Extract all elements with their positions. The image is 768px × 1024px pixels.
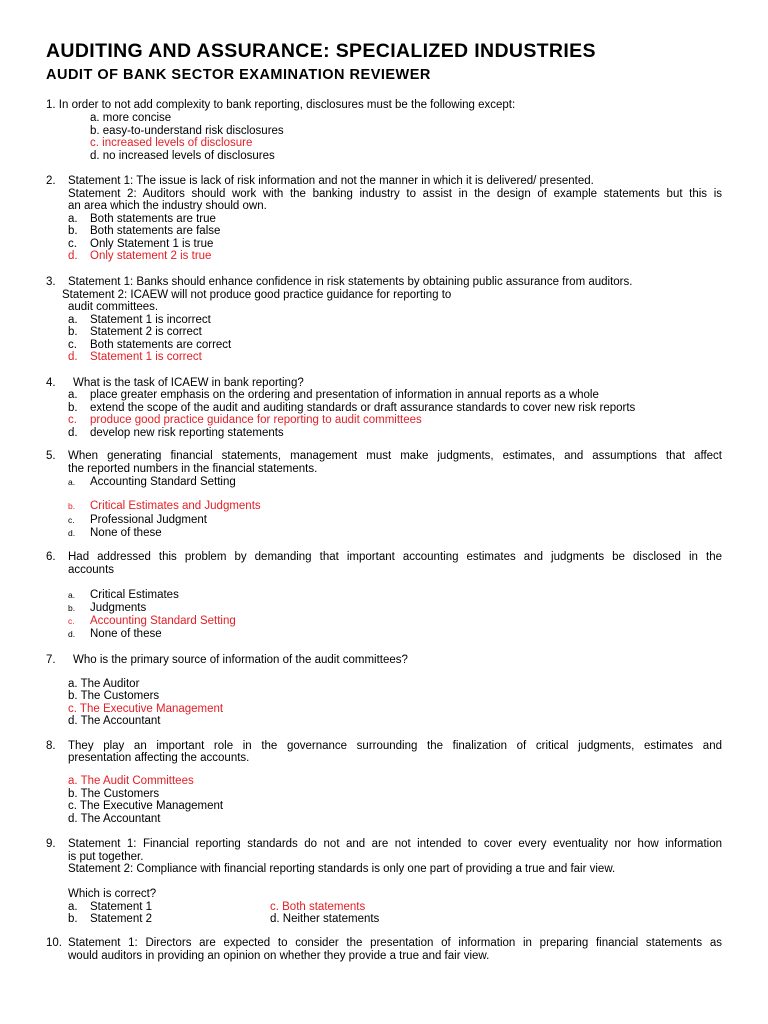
document-title: AUDITING AND ASSURANCE: SPECIALIZED INDUSTRIES [46,40,596,62]
q5-option-d: None of these [90,527,162,539]
q6-option-d: None of these [90,628,162,640]
q9-text-line-1: Statement 1: Financial reporting standards do not and are not intended to cover every eventuality nor how information [68,838,722,850]
q6-letter-c: c. [68,616,75,626]
q8-option-b: b. The Customers [68,788,160,800]
question-1-text: 1. In order to not add complexity to bank reporting, disclosures must be the following except: [46,99,516,111]
q5-text-line-1: When generating financial statements, management must make judgments, estimates, and assumptions that affect [68,450,722,462]
q3-number: 3. [46,276,56,288]
q4-option-d: develop new risk reporting statements [90,427,284,439]
q9-letter-b: b. [68,913,78,925]
q10-number: 10. [46,937,62,949]
q6-number: 6. [46,551,56,563]
q5-letter-d: d. [68,528,76,538]
q6-option-b: Judgments [90,602,147,614]
q7-option-c-answer: c. The Executive Management [68,703,224,715]
q10-text-line-1: Statement 1: Directors are expected to consider the presentation of information in preparing financial statements as [68,937,722,949]
q9-prompt: Which is correct? [68,888,157,900]
q3-statement-2-line-1: Statement 2: ICAEW will not produce good practice guidance for reporting to [62,289,452,301]
q2-letter-c: c. [68,238,77,250]
q5-option-a: Accounting Standard Setting [90,476,236,488]
q9-option-b: Statement 2 [90,913,153,925]
q4-letter-b: b. [68,402,78,414]
q5-letter-a: a. [68,477,76,487]
q6-option-c-answer: Accounting Standard Setting [90,615,236,627]
q9-option-d: d. Neither statements [270,913,380,925]
q1-option-d: d. no increased levels of disclosures [90,150,275,162]
q5-letter-c: c. [68,515,75,525]
q6-letter-d: d. [68,629,76,639]
q6-text-line-1: Had addressed this problem by demanding that important accounting estimates and judgments be disclosed in the [68,551,722,563]
q3-option-a: Statement 1 is incorrect [90,314,211,326]
q1-option-a: a. more concise [90,112,172,124]
q3-letter-c: c. [68,339,77,351]
q8-text-line-1: They play an important role in the governance surrounding the finalization of critical judgments, estimates and [68,740,722,752]
q1-option-c-answer: c. increased levels of disclosure [90,137,253,149]
q4-letter-d: d. [68,427,78,439]
q7-option-a: a. The Auditor [68,678,140,690]
q2-letter-a: a. [68,213,78,225]
q8-number: 8. [46,740,56,752]
q9-text-line-2: is put together. [68,851,144,863]
q2-option-b: Both statements are false [90,225,221,237]
q3-letter-b: b. [68,326,78,338]
document-subtitle: AUDIT OF BANK SECTOR EXAMINATION REVIEWER [46,67,431,83]
q2-statement-2-line-2: an area which the industry should own. [68,200,267,212]
q7-option-d: d. The Accountant [68,715,161,727]
q8-text-line-2: presentation affecting the accounts. [68,752,250,764]
q3-option-d-answer: Statement 1 is correct [90,351,202,363]
q2-option-d-answer: Only statement 2 is true [90,250,212,262]
q3-option-c: Both statements are correct [90,339,232,351]
q8-option-c: c. The Executive Management [68,800,224,812]
q2-number: 2. [46,175,56,187]
q9-text-line-3: Statement 2: Compliance with financial reporting standards is only one part of providing a true and fair view. [68,863,616,875]
q9-number: 9. [46,838,56,850]
q9-option-c-answer: c. Both statements [270,901,366,913]
q2-option-a: Both statements are true [90,213,216,225]
q2-statement-1: Statement 1: The issue is lack of risk information and not the manner in which it is delivered/ presented. [68,175,594,187]
q5-option-c: Professional Judgment [90,514,207,526]
q2-statement-2-line-1: Statement 2: Auditors should work with the banking industry to assist in the design of example statements but this is [68,188,722,200]
q6-letter-a: a. [68,590,76,600]
q6-option-a: Critical Estimates [90,589,179,601]
q7-number: 7. [46,654,56,666]
q7-question: Who is the primary source of information of the audit committees? [73,654,408,666]
q6-letter-b: b. [68,603,76,613]
q4-letter-a: a. [68,389,78,401]
q5-text-line-2: the reported numbers in the financial statements. [68,463,318,475]
q9-letter-a: a. [68,901,78,913]
q3-letter-a: a. [68,314,78,326]
q4-number: 4. [46,377,56,389]
q5-number: 5. [46,450,56,462]
q5-option-b-answer: Critical Estimates and Judgments [90,500,261,512]
q3-statement-2-line-2: audit committees. [68,301,159,313]
q2-letter-b: b. [68,225,78,237]
q7-option-b: b. The Customers [68,690,160,702]
q9-option-a: Statement 1 [90,901,153,913]
q1-option-b: b. easy-to-understand risk disclosures [90,125,284,137]
q4-option-a: place greater emphasis on the ordering and presentation of information in annual reports as a whole [90,389,599,401]
q6-text-line-2: accounts [68,564,115,576]
q3-option-b: Statement 2 is correct [90,326,202,338]
q2-option-c: Only Statement 1 is true [90,238,214,250]
q4-option-c-answer: produce good practice guidance for reporting to audit committees [90,414,422,426]
q4-option-b: extend the scope of the audit and auditing standards or draft assurance standards to cover new risk reports [90,402,636,414]
q3-letter-d: d. [68,351,78,363]
q10-text-line-2: would auditors in providing an opinion on whether they provide a true and fair view. [68,950,490,962]
q3-statement-1: Statement 1: Banks should enhance confidence in risk statements by obtaining public assurance from auditors. [68,276,633,288]
q8-option-d: d. The Accountant [68,813,161,825]
q4-letter-c: c. [68,414,77,426]
q5-letter-b: b. [68,501,76,511]
q2-letter-d: d. [68,250,78,262]
q8-option-a-answer: a. The Audit Committees [68,775,194,787]
q4-question: What is the task of ICAEW in bank reporting? [73,377,304,389]
